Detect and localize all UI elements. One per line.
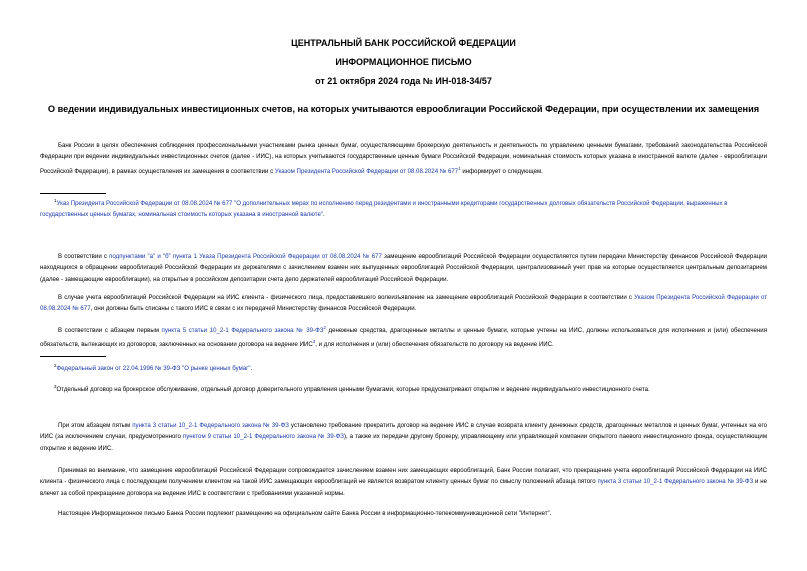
footnote-3-text: Отдельный договор на брокерское обслуживание, отдельный договор доверительного управления ценными бумагами, которые предусматривают открытие и ведение индивидуального инвестиционного счета. [56,386,650,394]
footnote-2-tail: . [250,365,253,373]
paragraph-2 [40,251,767,285]
p6-text-b: и не влечет за собой прекращение договора на ведение ИИС в соответствии с требованиями указанной нормы. [40,478,768,497]
link-decree-677[interactable]: Указом Президента Российской Федерации от 08.08.2024 № 677 [274,167,459,175]
p4-text-a: В соответствии с абзацем первым [58,327,162,335]
footnote-2 [40,360,767,374]
paragraph-6 [40,465,767,499]
footnote-1-marker: 1 [54,198,57,203]
footnote-3 [40,381,767,395]
p1-text-b: информирует о следующем. [460,167,543,175]
doc-date-number: от 21 октября 2024 года № ИН-018-34/57 [315,76,492,86]
footnote-ref-1[interactable]: 1 [458,165,461,171]
footnote-ref-2[interactable]: 2 [323,325,326,330]
p5-text-c: ), а также их передачи другому брокеру, управляющему или управляющей компании открытого паевого инвестиционного фонда, осуществляющим открытие и ведение ИИС. [40,433,768,452]
footnote-2-link[interactable]: Федеральный закон от 22.04.1996 № 39-ФЗ "О рынке ценных бумаг" [56,365,251,373]
footnote-ref-3[interactable]: 3 [312,339,316,345]
footnote-1-link[interactable]: Указ Президента Российской Федерации от 08.08.2024 № 677 "О дополнительных мерах по исполнению перед резидентами и иностранными кредиторами государственных долговых обязательств Российской Федерации, выраженных в государственных ценных бумагах, номинальная стоимость которых указана в иностранной валюте" [40,200,728,219]
footnote-1-tail: . [323,211,325,219]
footnote-1 [40,195,767,221]
paragraph-1 [40,140,767,177]
paragraph-3 [40,292,767,315]
p2-text-b: замещение еврооблигаций Российской Федерации осуществляется путем передачи Министерству финансов Российской Федерации находящихся в обращении еврооблигаций Российской Федерации их держателями с зачислением взамен них выпущенных еврооблигаций Российской Федерации, централизованный учет прав на которые осуществляется центральным депозитарием (далее - замещающие еврооблигации), на открытые в российском депозитарии счета депо держателей еврооблигаций Российской Федерации. [40,253,768,283]
org-name: ЦЕНТРАЛЬНЫЙ БАНК РОССИЙСКОЙ ФЕДЕРАЦИИ [291,38,516,48]
footnote-divider-2 [40,356,106,357]
p5-text-b: установлено требование прекратить договор на ведение ИИС в случае возврата клиенту денежных средств, драгоценных металлов и ценных бумаг, учтенных на его ИИС (за исключением случаи, предусмотренного [40,422,767,441]
link-law-39-p3[interactable]: пункта 3 статьи 10_2-1 Федерального закона № 39-ФЗ [132,422,289,429]
p4-text-b: денежные средства, драгоценные металлы и ценные бумаги, которые учтены на ИИС, должны использоваться для исполнения и (или) обеспечения обязательств, вытекающих из договоров, заключенных на основании договора на ведение ИИС [40,327,767,349]
p3-text-b: , они должны быть списаны с такого ИИС в связи с их передачей Министерству финансов Российской Федерации. [90,305,417,313]
paragraph-4 [40,322,767,351]
footnote-2-marker: 2 [54,363,57,368]
link-decree-677-2[interactable]: Указом Президента Российской Федерации от 08.08.2024 № 677 [40,294,767,313]
p6-text-a: Принимая во внимание, что замещение еврооблигаций Российской Федерации сопровождается зачислением взамен них замещающих еврооблигаций, Банк России полагает, что прекращение учета еврооблигаций Российской Федерации на ИИС клиента - физического лица с последующим получением клиентом на такой ИИС замещающих еврооблигаций не является возвратом клиенту ценных бумаг по смыслу положений абзаца пятого [40,467,767,486]
link-law-39-p9[interactable]: пунктом 9 статьи 10_2-1 Федерального закона № 39-ФЗ [182,433,344,441]
paragraph-7: Настоящее Информационное письмо Банка России подлежит размещению на официальном сайте Банка России в информационно-телекоммуникационной сети "Интернет". [58,510,552,517]
p2-text-a: В соответствии с [58,253,110,260]
p4-text-c: , и для исполнения и (или) обеспечения обязательств по договору на ведение ИИС. [315,341,554,349]
footnote-divider [40,193,106,194]
p5-text-a: При этом абзацем пятым [58,422,133,429]
p3-text-a: В случае учета еврооблигаций Российской Федерации на ИИС клиента - физического лица, предоставившего волеизъявление на замещение еврооблигаций Российской Федерации в соответствии с [58,294,635,301]
document-title: О ведении индивидуальных инвестиционных счетов, на которых учитываются еврооблигации Российской Федерации, при осуществлении их замещения [47,104,760,114]
doc-type: ИНФОРМАЦИОННОЕ ПИСЬМО [335,57,472,67]
p1-text-a: Банк России в целях обеспечения соблюдения профессиональными участниками рынка ценных бумаг, осуществляющими брокерскую деятельность и деятельность по управлению ценными бумагами, требований законодательства Российской Федерации при ведении индивидуальных инвестиционных счетов (далее - ИИС), на которых учитываются государственные ценные бумаги Российской Федерации, номинальная стоимость которых указана в иностранной валюте (далее - еврооблигации Российской Федерации), в рамках осуществления их замещения в соответствии с [40,142,767,175]
link-law-39-p5[interactable]: пункта 5 статьи 10_2-1 Федерального закона № 39-ФЗ [161,327,324,335]
link-subparagraphs-decree[interactable]: подпунктами "а" и "б" пункта 1 Указа Президента Российской Федерации от 08.08.2024 № 677 [109,253,382,260]
link-law-39-p3-2[interactable]: пункта 3 статьи 10_2-1 Федерального закона № 39-ФЗ [597,478,754,486]
paragraph-5 [40,420,767,454]
footnote-3-marker: 3 [54,384,57,389]
